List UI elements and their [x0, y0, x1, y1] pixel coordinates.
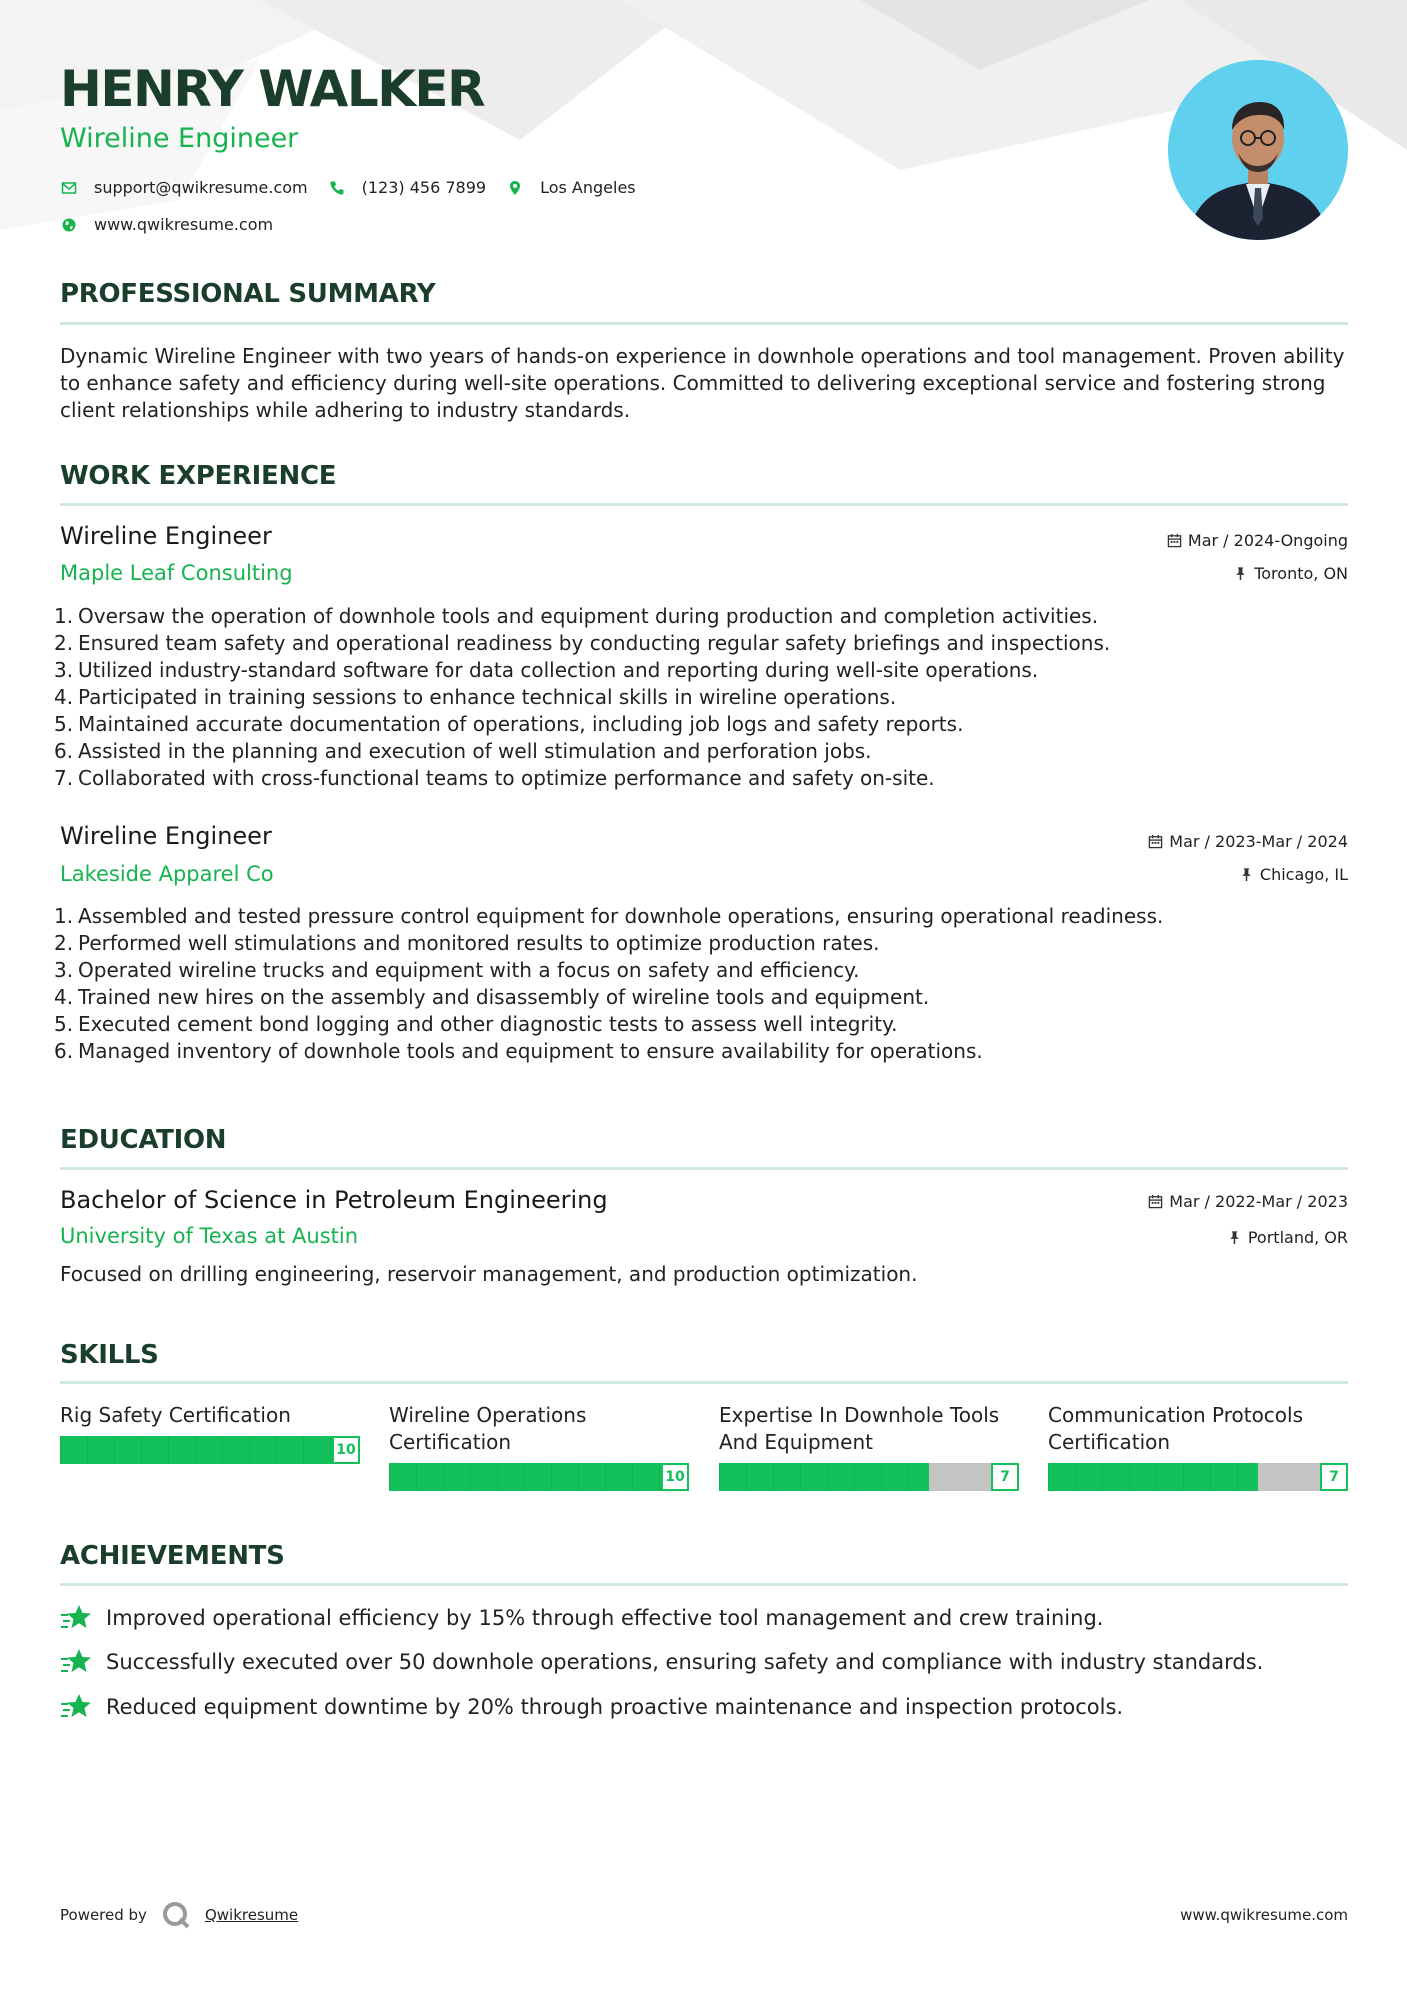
map-pin-icon: [506, 179, 524, 197]
job-dates-text: Mar / 2023-Mar / 2024: [1169, 832, 1348, 851]
list-item: 1. Oversaw the operation of downhole tools and equipment during production and completion activities.: [54, 604, 1099, 628]
skill-bar-fill: [1048, 1463, 1258, 1491]
contact-email[interactable]: [60, 178, 308, 197]
skill-score: 7: [1320, 1463, 1348, 1491]
skill-bar: [1048, 1463, 1348, 1491]
email-text: support@qwikresume.com: [94, 178, 308, 197]
contact-location: [506, 178, 636, 197]
list-item: 5. Executed cement bond logging and other diagnostic tests to assess well integrity.: [54, 1012, 898, 1036]
skill-score: 10: [332, 1436, 360, 1464]
star-badge-icon: [60, 1647, 92, 1677]
education-dates: [1148, 1192, 1348, 1211]
skill-name: Communication Protocols Certification: [1048, 1403, 1304, 1454]
list-item: 1. Assembled and tested pressure control equipment for downhole operations, ensuring operational readiness.: [54, 904, 1164, 928]
star-badge-icon: [60, 1692, 92, 1722]
job-location: [1239, 865, 1348, 884]
achievement-text: Improved operational efficiency by 15% through effective tool management and crew training.: [106, 1606, 1104, 1630]
school-name: University of Texas at Austin: [60, 1224, 359, 1248]
job-dates: [1167, 531, 1348, 550]
education-location-text: Portland, OR: [1247, 1228, 1348, 1247]
phone-text: (123) 456 7899: [361, 178, 487, 197]
star-badge-icon: [60, 1603, 92, 1633]
contact-row-website: [60, 215, 656, 234]
location-text: Los Angeles: [540, 178, 636, 197]
job-location: [1233, 564, 1348, 583]
list-item: 3. Operated wireline trucks and equipment with a focus on safety and efficiency.: [54, 958, 860, 982]
skills-divider: [60, 1381, 1348, 1384]
pushpin-icon: [1233, 566, 1248, 581]
candidate-name: HENRY WALKER: [60, 60, 485, 118]
skill-item: [1048, 1402, 1348, 1491]
contact-phone[interactable]: [328, 178, 486, 197]
candidate-role: Wireline Engineer: [60, 123, 299, 154]
job-bullets: [54, 903, 1344, 1065]
list-item: 2. Performed well stimulations and monitored results to optimize production rates.: [54, 931, 880, 955]
envelope-icon: [60, 179, 78, 197]
profile-photo: [1168, 60, 1348, 240]
achievements-heading: ACHIEVEMENTS: [60, 1541, 285, 1571]
education-heading: EDUCATION: [60, 1125, 227, 1155]
education-dates-text: Mar / 2022-Mar / 2023: [1169, 1192, 1348, 1211]
skill-name: Wireline Operations Certification: [389, 1403, 587, 1454]
resume-header: [60, 58, 656, 234]
website-text: www.qwikresume.com: [94, 215, 274, 234]
footer-website[interactable]: www.qwikresume.com: [1180, 1906, 1348, 1924]
phone-icon: [328, 179, 346, 197]
achievements-divider: [60, 1583, 1348, 1586]
skill-item: [389, 1402, 689, 1491]
list-item: 3. Utilized industry-standard software for data collection and reporting during well-site operations.: [54, 658, 1039, 682]
skill-name: Rig Safety Certification: [60, 1403, 291, 1427]
job-location-text: Toronto, ON: [1254, 564, 1348, 583]
experience-divider: [60, 503, 1348, 506]
skills-heading: SKILLS: [60, 1340, 159, 1370]
summary-divider: [60, 322, 1348, 325]
summary-text: Dynamic Wireline Engineer with two years of hands-on experience in downhole operations and tool management. Proven ability to enhance safety and efficiency during well-site operations. Committed to delivering exceptional service and fostering strong client relationships while adhering to industry standards.: [60, 344, 1345, 422]
skill-item: [719, 1402, 1019, 1491]
job-dates: [1148, 832, 1348, 851]
list-item: 2. Ensured team safety and operational readiness by conducting regular safety briefings and inspections.: [54, 631, 1111, 655]
job-company: Lakeside Apparel Co: [60, 862, 274, 886]
education-location: [1227, 1228, 1348, 1247]
achievement-text: Successfully executed over 50 downhole operations, ensuring safety and compliance with industry standards.: [106, 1650, 1264, 1674]
skill-bar-fill: [389, 1463, 689, 1491]
achievement-item: [60, 1647, 1263, 1677]
person-portrait-icon: [1168, 60, 1348, 240]
list-item: 5. Maintained accurate documentation of operations, including job logs and safety reports.: [54, 712, 964, 736]
skill-score: 10: [661, 1463, 689, 1491]
achievement-text: Reduced equipment downtime by 20% through proactive maintenance and inspection protocols.: [106, 1695, 1124, 1719]
summary-heading: PROFESSIONAL SUMMARY: [60, 279, 436, 309]
job-location-text: Chicago, IL: [1259, 865, 1348, 884]
skill-bar-fill: [719, 1463, 929, 1491]
skill-bar: [719, 1463, 1019, 1491]
list-item: 6. Managed inventory of downhole tools and equipment to ensure availability for operations.: [54, 1039, 983, 1063]
job-bullets: [54, 603, 1344, 792]
experience-heading: WORK EXPERIENCE: [60, 461, 337, 491]
list-item: 4. Trained new hires on the assembly and disassembly of wireline tools and equipment.: [54, 985, 930, 1009]
qwikresume-link[interactable]: Qwikresume: [204, 1906, 299, 1924]
calendar-icon: [1148, 834, 1163, 849]
pushpin-icon: [1227, 1230, 1242, 1245]
skill-bar-fill: [60, 1436, 360, 1464]
job-title: Wireline Engineer: [60, 522, 272, 550]
calendar-icon: [1148, 1194, 1163, 1209]
contact-row: [60, 178, 656, 197]
contact-website[interactable]: [60, 215, 273, 234]
skill-name: Expertise In Downhole Tools And Equipment: [719, 1403, 1000, 1454]
achievement-item: [60, 1692, 1123, 1722]
job-dates-text: Mar / 2024-Ongoing: [1187, 531, 1348, 550]
list-item: 4. Participated in training sessions to enhance technical skills in wireline operations.: [54, 685, 897, 709]
footer: [60, 1900, 298, 1930]
skill-score: 7: [991, 1463, 1019, 1491]
skill-bar: [389, 1463, 689, 1491]
qwikresume-logo-icon: [161, 1900, 191, 1930]
job-company: Maple Leaf Consulting: [60, 561, 293, 585]
achievement-item: [60, 1603, 1103, 1633]
powered-by-label: Powered by: [60, 1906, 147, 1924]
skill-bar: [60, 1436, 360, 1464]
education-description: Focused on drilling engineering, reservoir management, and production optimization.: [60, 1262, 918, 1286]
list-item: 6. Assisted in the planning and execution of well stimulation and perforation jobs.: [54, 739, 872, 763]
pushpin-icon: [1239, 867, 1254, 882]
globe-icon: [60, 216, 78, 234]
job-title: Wireline Engineer: [60, 822, 272, 850]
skill-item: [60, 1402, 360, 1464]
education-divider: [60, 1167, 1348, 1170]
list-item: 7. Collaborated with cross-functional teams to optimize performance and safety on-site.: [54, 766, 935, 790]
degree-title: Bachelor of Science in Petroleum Engineering: [60, 1186, 608, 1214]
calendar-icon: [1167, 533, 1182, 548]
